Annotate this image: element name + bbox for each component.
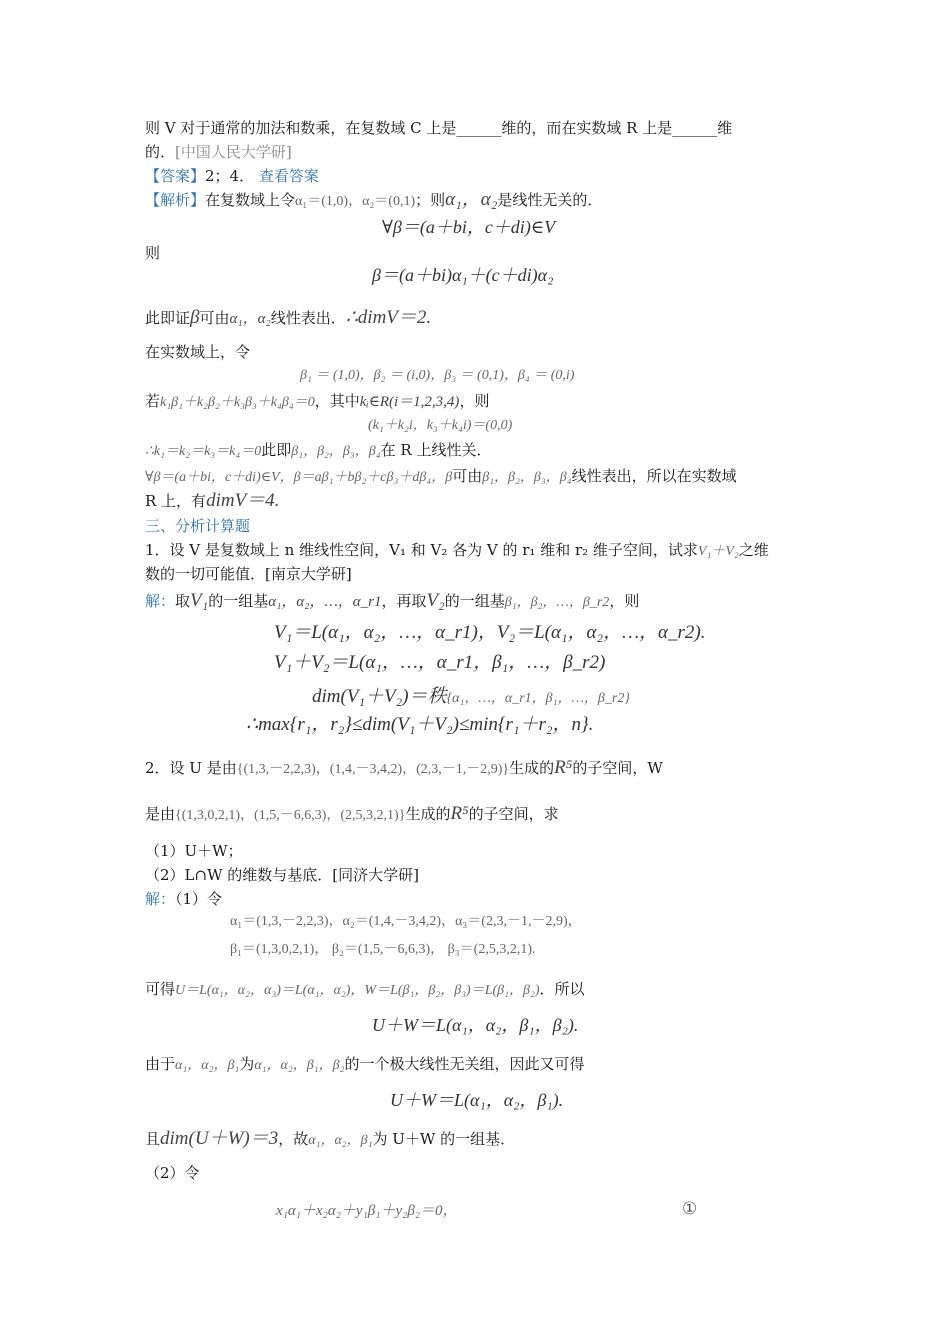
math-display: β＝(a＋bi)α₁＋(c＋di)α₂	[372, 265, 554, 285]
text: ，再取	[381, 592, 427, 610]
math-display: (k₁＋k₂i，k₃＋k₄i)＝(0,0)	[368, 418, 513, 433]
text: 在实数域上，令	[145, 343, 251, 361]
view-answer-link[interactable]: 查看答案	[258, 167, 319, 185]
math-inline: ∴k₁＝k₂＝k₃＝k₄＝0	[145, 444, 262, 459]
text: 且	[145, 1130, 161, 1148]
math-inline: α₁，α₂，β₁	[308, 1133, 373, 1148]
math-inline: α₁，α₂，…，α_r1	[268, 594, 382, 610]
text: ，其中	[314, 392, 360, 410]
math-inline: α₁，α₂，β₁，β₂	[254, 1058, 345, 1073]
list-item: （1）U＋W；	[145, 842, 243, 860]
math-inline: β₁，β₂，…，β_r2	[504, 595, 610, 610]
text: ，故	[278, 1130, 309, 1148]
math-display	[312, 686, 630, 710]
list-item: （2）L∩W 的维数与基底．[同济大学研]	[145, 866, 419, 884]
text: 之维	[738, 541, 769, 559]
math-display: β₁ ＝ (1,0)，β₂ ＝ (i,0)，β₃ ＝ (0,1)，β₄ ＝ (0,i)	[300, 368, 575, 383]
math-inline: V₁	[190, 590, 209, 611]
paragraph-line	[145, 118, 732, 138]
math-display: V₁＝L(α₁，α₂，…，α_r1)，V₂＝L(α₁，α₂，…，α_r2).	[274, 622, 706, 643]
text: （1）令	[175, 890, 223, 908]
source-citation: [南京大学研]	[265, 565, 352, 583]
section-title: 三、分析计算题	[145, 517, 251, 535]
text: R 上，有	[145, 492, 207, 510]
text: 2．设 U 是由	[145, 759, 237, 777]
math-inline: ∀β＝(a＋bi，c＋di)∈V，β＝aβ₁＋bβ₂＋cβ₃＋dβ₄，β	[145, 470, 453, 485]
text: 的子空间，W	[572, 759, 663, 777]
text: 可由	[452, 467, 483, 485]
text: 在 R 上线性关．	[380, 441, 492, 459]
math-display: x₁α₁＋x₂α₂＋y₁β₁＋y₂β₂＝0，	[276, 1203, 458, 1219]
text: 生成的	[405, 805, 451, 823]
solution-line	[145, 591, 639, 613]
text: 生成的	[509, 759, 555, 777]
text: 在复数域上令	[205, 191, 296, 209]
text: 1．设 V 是复数域上 n 维线性空间，V₁ 和 V₂ 各为 V 的 r₁ 维和 r₂ 维子空间，试求	[145, 541, 698, 559]
math-display: V₁＋V₂＝L(α₁，…，α_r1，β₁，…，β_r2)	[274, 652, 606, 673]
math-inline: R⁵	[450, 803, 469, 824]
text: ．所以	[539, 980, 585, 998]
text: ；则	[415, 191, 446, 209]
math-inline: {(1,3,－2,2,3)，(1,4,－3,4,2)，(2,3,－1,－2,9)}	[236, 762, 510, 777]
text: 的一个极大线性无关组，因此又可得	[344, 1055, 585, 1073]
text: 则 V 对于通常的加法和数乘，在复数域 C 上是______维的，而在实数域 R 上是______维	[145, 119, 733, 137]
paragraph-line	[145, 1129, 515, 1151]
analysis-line	[145, 190, 602, 212]
paragraph-line	[145, 1054, 584, 1076]
text: 是由	[145, 805, 176, 823]
math-part: {α₁，…，α_r1，β₁，…，β_r2}	[446, 691, 630, 706]
text: 取	[175, 592, 191, 610]
math-display: α₁＝(1,3,－2,2,3)，α₂＝(1,4,－3,4,2)，α₃＝(2,3,－1,－2,9)，	[230, 914, 582, 929]
text: ，则	[609, 592, 640, 610]
math-inline: α₁，α₂	[445, 189, 498, 210]
math-display: ∀β＝(a＋bi，c＋di)∈V	[382, 217, 556, 237]
text: 则	[145, 244, 161, 262]
math-inline: ∴dimV＝2.	[345, 307, 432, 328]
math-inline: {(1,3,0,2,1)，(1,5,－6,6,3)，(2,5,3,2,1)}	[175, 808, 406, 823]
question-line	[145, 758, 663, 780]
text: 此即	[261, 441, 292, 459]
paragraph-line	[145, 308, 431, 329]
paragraph-line	[145, 440, 491, 462]
text: 此即证	[145, 309, 191, 327]
question-line	[145, 804, 559, 826]
text: 的子空间，求	[468, 805, 559, 823]
answer-line	[145, 166, 319, 186]
text: 若	[145, 392, 161, 410]
text: 数的一切可能值．	[145, 565, 266, 583]
math-inline: R⁵	[554, 757, 573, 778]
text: （2）令	[145, 1164, 200, 1182]
equation-number: ①	[682, 1199, 698, 1219]
paragraph-line	[145, 466, 737, 488]
solution-label: 解：	[145, 890, 176, 908]
analysis-label: 【解析】	[145, 191, 206, 209]
math-inline: α₁，α₂，β₁	[175, 1058, 240, 1073]
math-inline: kᵢ∈R(i＝1,2,3,4)	[359, 394, 460, 410]
math-inline: β₁，β₂，β₃，β₄	[291, 444, 381, 459]
math-inline: α₁＝(1,0)，α₂＝(0,1)	[295, 194, 416, 209]
math-inline: β	[190, 307, 200, 328]
math-part: dim(V₁＋V₂)＝秩	[312, 686, 447, 707]
math-inline: dimV＝4.	[206, 490, 280, 511]
text: 线性表出．	[270, 309, 346, 327]
answer-label: 【答案】	[145, 167, 206, 185]
text: 线性表出，所以在实数域	[571, 467, 737, 485]
question-line	[145, 540, 769, 562]
text: 为	[239, 1055, 255, 1073]
text: 的．	[145, 143, 176, 161]
text: 由于	[145, 1055, 176, 1073]
math-display: β₁＝(1,3,0,2,1)， β₂＝(1,5,－6,6,3)， β₃＝(2,5,3,2,1).	[230, 942, 536, 957]
answer-value: 2；4．	[205, 167, 255, 185]
text: 的一组基	[208, 592, 269, 610]
paragraph-line	[145, 391, 489, 413]
math-display: U＋W＝L(α₁，α₂，β₁).	[390, 1090, 564, 1110]
text: 是线性无关的．	[497, 191, 603, 209]
math-inline: V₁＋V₂	[697, 544, 739, 559]
text: 的一组基	[444, 592, 505, 610]
text: ，则	[459, 392, 490, 410]
paragraph-line	[145, 979, 585, 1001]
math-inline: dim(U＋W)＝3	[160, 1128, 279, 1149]
text: 为 U＋W 的一组基．	[372, 1130, 516, 1148]
math-display: ∴max{r₁，r₂}≤dim(V₁＋V₂)≤min{r₁＋r₂，n}.	[246, 714, 594, 735]
math-display: U＋W＝L(α₁，α₂，β₁，β₂).	[372, 1015, 579, 1035]
question-line	[145, 564, 352, 584]
source-citation: [中国人民大学研]	[175, 143, 292, 161]
math-inline: U＝L(α₁，α₂，α₃)＝L(α₁，α₂)，W＝L(β₁，β₂，β₃)＝L(β₁，β₂)	[175, 983, 540, 998]
paragraph-line	[145, 491, 279, 511]
math-inline: α₁，α₂	[229, 311, 271, 327]
solution-label: 解：	[145, 592, 176, 610]
math-inline: β₁，β₂，β₃，β₄	[482, 470, 572, 485]
solution-line	[145, 889, 222, 909]
text: 可得	[145, 980, 176, 998]
text: 可由	[199, 309, 230, 327]
paragraph-line	[145, 142, 292, 162]
math-inline: k₁β₁＋k₂β₂＋k₃β₃＋k₄β₄＝0	[160, 395, 315, 410]
math-inline: V₂	[426, 590, 445, 611]
